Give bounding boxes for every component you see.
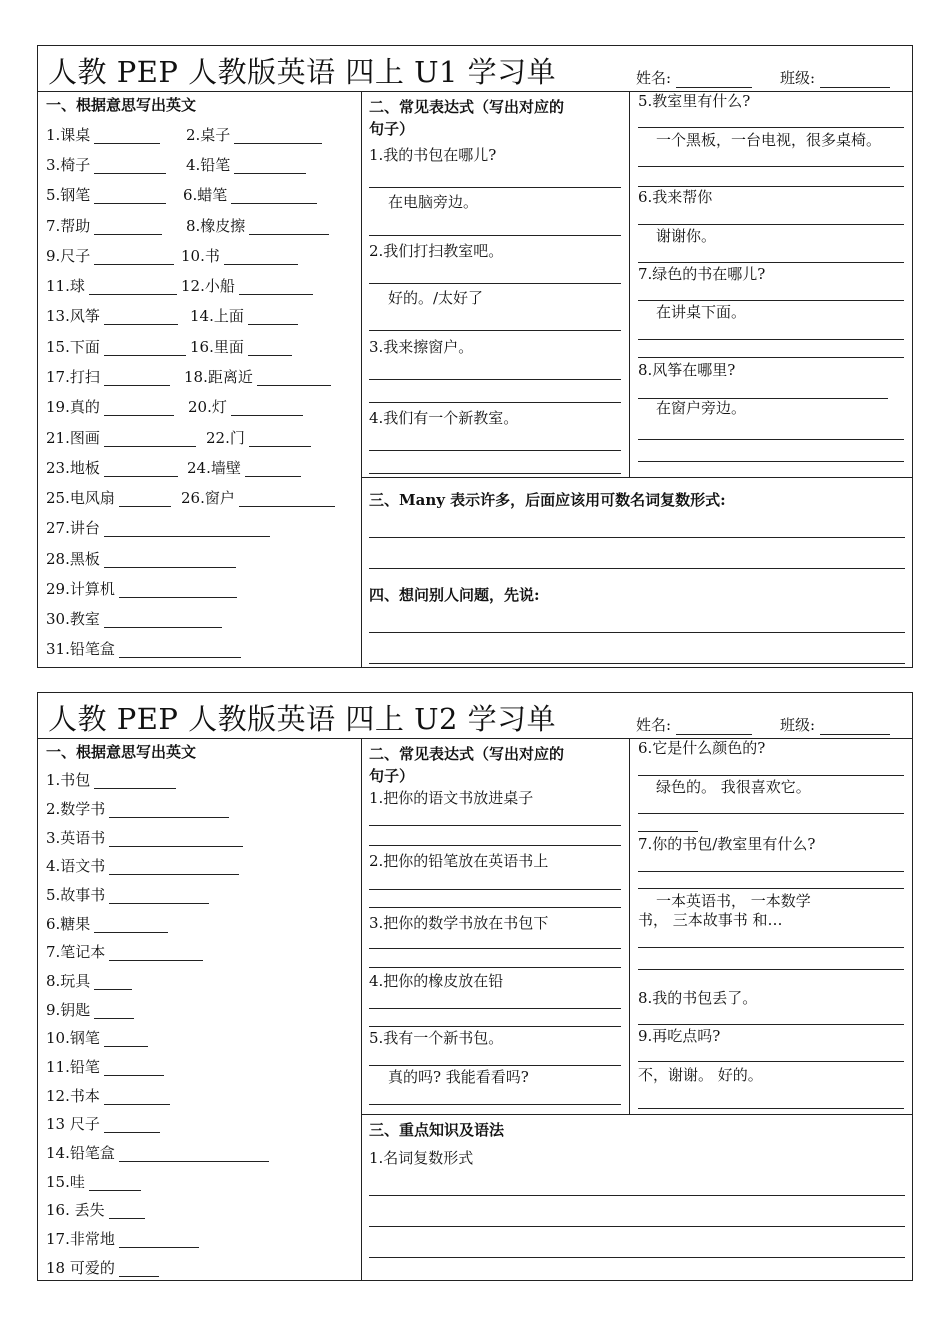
unit1-section4-title: 四、想问别人问题，先说: [369, 586, 540, 604]
vocab-item[interactable]: 2.数学书 [46, 800, 229, 818]
answer-line[interactable] [369, 379, 621, 380]
expr-question: 4.把你的橡皮放在铅 [369, 972, 504, 990]
expr-question: 1.把你的语文书放进桌子 [369, 789, 534, 807]
vocab-item[interactable]: 27.讲台 [46, 519, 270, 537]
answer-line[interactable] [638, 888, 904, 889]
answer-line[interactable] [638, 1061, 904, 1062]
vocab-item[interactable]: 25.电风扇 [46, 489, 171, 507]
expr-question: 8.我的书包丢了。 [638, 989, 758, 1007]
vocab-item[interactable]: 20.灯 [188, 398, 303, 416]
answer-line[interactable] [638, 224, 904, 225]
unit1-section2-title: 二、常见表达式（写出对应的 [369, 98, 565, 116]
vocab-item[interactable]: 12.书本 [46, 1087, 170, 1105]
expr-question: 9.再吃点吗? [638, 1027, 721, 1045]
answer-line[interactable] [369, 568, 905, 569]
expr-question: 6.我来帮你 [638, 188, 713, 206]
vocab-item[interactable]: 31.铅笔盒 [46, 640, 241, 658]
divider [629, 91, 630, 477]
vocab-item[interactable]: 7.笔记本 [46, 943, 203, 961]
vocab-item[interactable]: 10.钢笔 [46, 1029, 148, 1047]
unit1-section1-title: 一、根据意思写出英文 [46, 96, 197, 114]
expr-hint: 好的。/太好了 [388, 289, 484, 307]
vocab-item[interactable]: 12.小船 [181, 277, 313, 295]
unit2-class-field[interactable] [780, 714, 890, 735]
expr-hint: 绿色的。 我很喜欢它。 [656, 778, 811, 796]
answer-line[interactable] [638, 461, 904, 462]
vocab-item[interactable]: 30.教室 [46, 610, 222, 628]
unit1-section3-title: 三、Many 表示许多，后面应该用可数名词复数形式: [369, 491, 726, 509]
vocab-item[interactable]: 4.语文书 [46, 857, 239, 875]
unit1-name-label: 姓名: [636, 69, 672, 87]
vocab-item[interactable]: 9.钥匙 [46, 1001, 134, 1019]
expr-hint: 书， 三本故事书 和… [638, 911, 783, 929]
divider [629, 738, 630, 1114]
vocab-item[interactable]: 13.风筝 [46, 307, 178, 325]
vocab-item[interactable]: 14.上面 [190, 307, 298, 325]
vocab-item[interactable]: 29.计算机 [46, 580, 237, 598]
vocab-item[interactable]: 18 可爱的 [46, 1259, 159, 1277]
unit2-section3-item: 1.名词复数形式 [369, 1149, 474, 1167]
vocab-item[interactable]: 13 尺子 [46, 1115, 160, 1133]
vocab-item[interactable]: 18.距离近 [184, 368, 331, 386]
answer-line[interactable] [638, 300, 904, 301]
answer-line[interactable] [369, 235, 621, 236]
answer-line[interactable] [638, 831, 698, 832]
vocab-item[interactable]: 7.帮助 [46, 217, 162, 235]
answer-line[interactable] [638, 357, 904, 358]
unit2-section1-title: 一、根据意思写出英文 [46, 743, 197, 761]
unit1-name-blank[interactable] [676, 72, 752, 88]
unit2-class-label: 班级: [780, 716, 816, 734]
vocab-item[interactable]: 6.糖果 [46, 915, 168, 933]
vocab-item[interactable]: 11.铅笔 [46, 1058, 164, 1076]
answer-line[interactable] [369, 330, 621, 331]
vocab-item[interactable]: 17.打扫 [46, 368, 170, 386]
expr-question: 5.我有一个新书包。 [369, 1029, 504, 1047]
vocab-item[interactable]: 3.椅子 [46, 156, 166, 174]
vocab-item[interactable]: 8.玩具 [46, 972, 132, 990]
answer-line[interactable] [369, 1065, 621, 1066]
unit2-name-field[interactable] [636, 714, 752, 735]
vocab-item[interactable]: 5.钢笔 [46, 186, 166, 204]
vocab-item[interactable]: 19.真的 [46, 398, 174, 416]
expr-question: 6.它是什么颜色的? [638, 739, 766, 757]
answer-line[interactable] [369, 1195, 905, 1196]
answer-line[interactable] [369, 402, 621, 403]
expr-question: 1.我的书包在哪儿? [369, 146, 497, 164]
answer-line[interactable] [638, 775, 904, 776]
answer-line[interactable] [638, 1108, 904, 1109]
unit2-title: 人教 PEP 人教版英语 四上 U2 学习单 [48, 702, 557, 736]
expr-question: 5.教室里有什么? [638, 92, 751, 110]
vocab-item[interactable]: 15.下面 [46, 338, 186, 356]
vocab-item[interactable]: 9.尺子 [46, 247, 174, 265]
answer-line[interactable] [638, 947, 904, 948]
vocab-item[interactable]: 2.桌子 [186, 126, 322, 144]
vocab-item[interactable]: 14.铅笔盒 [46, 1144, 269, 1162]
answer-line[interactable] [369, 283, 621, 284]
expr-question: 2.把你的铅笔放在英语书上 [369, 852, 549, 870]
vocab-item[interactable]: 1.课桌 [46, 126, 160, 144]
expr-question: 7.绿色的书在哪儿? [638, 265, 766, 283]
vocab-item[interactable]: 5.故事书 [46, 886, 209, 904]
answer-line[interactable] [369, 450, 621, 451]
unit2-section3-title: 三、重点知识及语法 [369, 1121, 505, 1139]
vocab-item[interactable]: 8.橡皮擦 [186, 217, 329, 235]
unit2-section2-title: 二、常见表达式（写出对应的 [369, 745, 565, 763]
answer-line[interactable] [369, 1104, 621, 1105]
expr-question: 3.把你的数学书放在书包下 [369, 914, 549, 932]
divider [361, 91, 362, 668]
expr-hint: 在电脑旁边。 [388, 193, 479, 211]
answer-line[interactable] [638, 1024, 904, 1025]
answer-line[interactable] [369, 1226, 905, 1227]
answer-line[interactable] [369, 825, 621, 826]
expr-hint: 在窗户旁边。 [656, 399, 747, 417]
vocab-item[interactable]: 15.哇 [46, 1173, 141, 1191]
answer-line[interactable] [369, 889, 621, 890]
unit1-section2-title-cont: 句子） [369, 120, 415, 138]
answer-line[interactable] [369, 187, 621, 188]
vocab-item[interactable]: 4.铅笔 [186, 156, 306, 174]
unit1-worksheet [37, 45, 913, 668]
vocab-item[interactable]: 22.门 [206, 429, 311, 447]
answer-line[interactable] [638, 127, 904, 128]
answer-line[interactable] [369, 1008, 621, 1009]
answer-line[interactable] [638, 813, 904, 814]
vocab-item[interactable]: 28.黑板 [46, 550, 236, 568]
vocab-item[interactable]: 23.地板 [46, 459, 178, 477]
answer-line[interactable] [369, 663, 905, 664]
answer-line[interactable] [638, 339, 904, 340]
vocab-item[interactable]: 16.里面 [190, 338, 292, 356]
answer-line[interactable] [369, 537, 905, 538]
answer-line[interactable] [369, 907, 621, 908]
answer-line[interactable] [369, 1257, 905, 1258]
unit2-name-blank[interactable] [676, 719, 752, 735]
divider [361, 1114, 913, 1115]
expr-question: 7.你的书包/教室里有什么? [638, 835, 816, 853]
unit1-class-field[interactable] [780, 67, 890, 88]
answer-line[interactable] [638, 262, 904, 263]
divider [361, 477, 913, 478]
answer-line[interactable] [638, 439, 904, 440]
unit2-title-row [38, 693, 912, 739]
answer-line[interactable] [369, 845, 621, 846]
answer-line[interactable] [369, 948, 621, 949]
vocab-item[interactable]: 1.书包 [46, 771, 176, 789]
unit1-class-blank[interactable] [820, 72, 890, 88]
vocab-item[interactable]: 21.图画 [46, 429, 196, 447]
expr-question: 8.风筝在哪里? [638, 361, 736, 379]
unit1-name-field[interactable] [636, 67, 752, 88]
unit1-class-label: 班级: [780, 69, 816, 87]
vocab-item[interactable]: 10.书 [181, 247, 298, 265]
expr-question: 2.我们打扫教室吧。 [369, 242, 504, 260]
unit2-name-label: 姓名: [636, 716, 672, 734]
expr-question: 4.我们有一个新教室。 [369, 409, 519, 427]
expr-hint: 一个黑板，一台电视，很多桌椅。 [656, 131, 882, 149]
answer-line[interactable] [638, 166, 904, 167]
unit2-section2-title-cont: 句子） [369, 767, 415, 785]
vocab-item[interactable]: 6.蜡笔 [183, 186, 317, 204]
expr-hint: 谢谢你。 [656, 227, 717, 245]
answer-line[interactable] [369, 1026, 621, 1027]
answer-line[interactable] [638, 186, 904, 187]
answer-line[interactable] [638, 871, 904, 872]
expr-hint: 不，谢谢。 好的。 [638, 1066, 763, 1084]
unit1-title-row [38, 46, 912, 92]
answer-line[interactable] [369, 967, 621, 968]
expr-hint: 一本英语书， 一本数学 [656, 892, 811, 910]
vocab-item[interactable]: 24.墙壁 [187, 459, 301, 477]
vocab-item[interactable]: 26.窗户 [181, 489, 335, 507]
vocab-item[interactable]: 3.英语书 [46, 829, 243, 847]
unit1-title: 人教 PEP 人教版英语 四上 U1 学习单 [48, 55, 557, 89]
answer-line[interactable] [369, 632, 905, 633]
vocab-item[interactable]: 17.非常地 [46, 1230, 199, 1248]
expr-hint: 真的吗? 我能看看吗? [388, 1068, 529, 1086]
vocab-item[interactable]: 16. 丢失 [46, 1201, 145, 1219]
answer-line[interactable] [638, 969, 904, 970]
expr-hint: 在讲桌下面。 [656, 303, 747, 321]
expr-question: 3.我来擦窗户。 [369, 338, 474, 356]
unit2-worksheet [37, 692, 913, 1281]
vocab-item[interactable]: 11.球 [46, 277, 177, 295]
divider [361, 738, 362, 1281]
answer-line[interactable] [369, 473, 621, 474]
unit2-class-blank[interactable] [820, 719, 890, 735]
